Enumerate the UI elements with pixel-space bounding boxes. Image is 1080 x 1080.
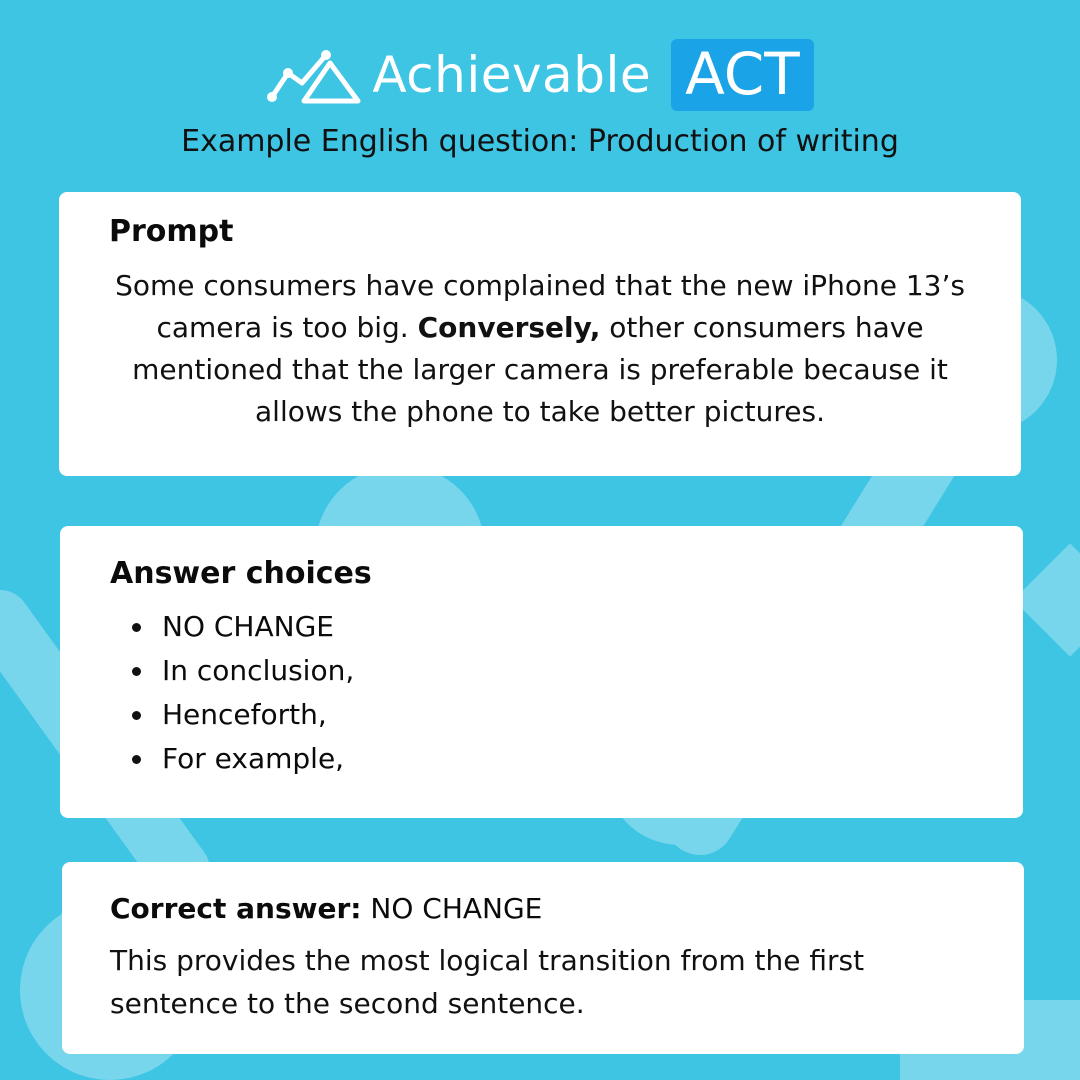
line-chart-mountain-icon — [266, 45, 362, 105]
answer-choice: Henceforth, — [132, 693, 973, 737]
correct-answer-value: NO CHANGE — [361, 892, 543, 925]
correct-answer-line — [110, 892, 976, 925]
correct-answer-card — [62, 862, 1024, 1054]
prompt-emphasis: Conversely, — [417, 311, 601, 344]
prompt-text-after: other consumers have mentioned that the larger camera is preferable because it allows the phone to take better pictures. — [132, 311, 948, 428]
answers-title: Answer choices — [110, 556, 372, 591]
prompt-text-before: Some consumers have complained that the new iPhone 13’s camera is too big. — [115, 269, 965, 344]
page-subtitle: Example English question: Production of writing — [181, 124, 899, 159]
brand-name: Achievable — [372, 46, 652, 104]
header — [0, 30, 1080, 159]
answer-choice: NO CHANGE — [132, 605, 973, 649]
correct-answer-label: Correct answer: — [110, 892, 362, 925]
explanation-text: This provides the most logical transition from the first sentence to the second sentence. — [110, 944, 865, 1020]
decor-square-right — [1013, 543, 1080, 656]
prompt-text — [109, 265, 971, 433]
answers-card — [60, 526, 1023, 818]
logo — [0, 30, 1080, 120]
prompt-title: Prompt — [109, 214, 234, 249]
brand-badge: ACT — [671, 39, 814, 111]
answer-choice: In conclusion, — [132, 649, 973, 693]
answer-choice: For example, — [132, 737, 973, 781]
prompt-card — [59, 192, 1021, 476]
answer-choices-list — [110, 605, 973, 781]
